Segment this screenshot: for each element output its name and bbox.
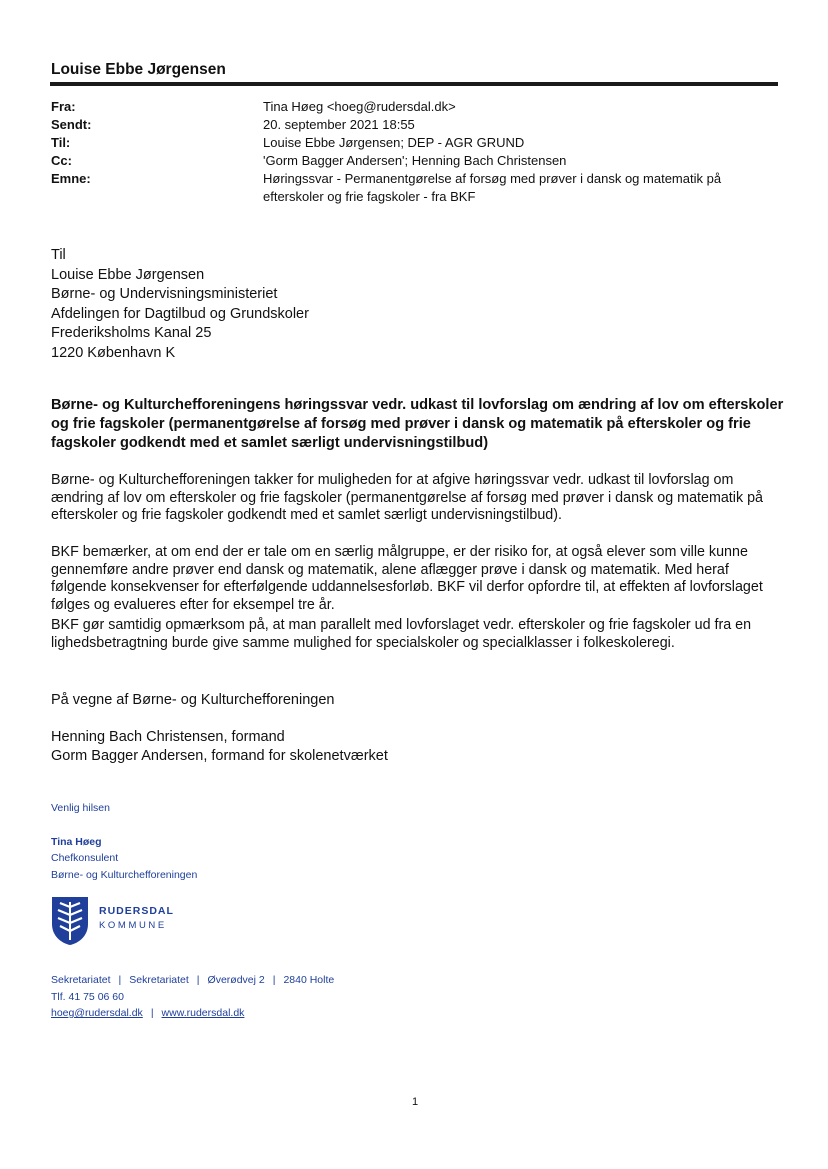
header-key: Fra:	[51, 99, 76, 114]
header-row-cc	[51, 152, 778, 170]
rudersdal-logo	[51, 896, 191, 948]
address-line: Louise Ebbe Jørgensen	[51, 266, 205, 283]
signers	[51, 728, 388, 766]
address-part: Sekretariatet	[129, 974, 189, 986]
header-value: Høringssvar - Permanentgørelse af forsøg med prøver i dansk og matematik på efterskoler og frie fagskoler - fra BKF	[263, 171, 722, 204]
header-row-to	[51, 134, 778, 152]
header-key: Cc:	[51, 153, 72, 168]
separator: |	[196, 974, 200, 986]
header-row-sent	[51, 116, 778, 134]
header-key: Til:	[51, 135, 71, 150]
address-line: Til	[51, 247, 66, 263]
signer-line: Gorm Bagger Andersen, formand for skolenetværket	[51, 748, 388, 764]
shield-icon	[51, 896, 89, 946]
email-header	[51, 98, 778, 206]
header-key: Sendt:	[51, 117, 92, 132]
logo-subtitle: KOMMUNE	[99, 920, 167, 931]
header-row-subject	[51, 170, 778, 206]
separator: |	[150, 1007, 154, 1019]
mailbox-owner-name: Louise Ebbe Jørgensen	[51, 61, 226, 78]
header-row-from	[51, 98, 778, 116]
header-value: 'Gorm Bagger Andersen'; Henning Bach Christensen	[263, 153, 567, 168]
header-value: Louise Ebbe Jørgensen; DEP - AGR GRUND	[263, 135, 525, 150]
body-paragraph: BKF bemærker, at om end der er tale om en særlig målgruppe, er der risiko for, at også elever som ville kunne gennemføre andre prøver end dansk og matematik, alene aflægger prøve i dansk og matematik. Med heraf følgende konsekvenser for efterfølgende uddannelsesforløb. BKF vil derfor opfordre til, at effekten af lovforslaget følges og evalueres efter for eksempel tre år.	[51, 544, 763, 613]
address-part: 2840 Holte	[283, 974, 335, 986]
contact-links	[51, 1005, 244, 1021]
address-part: Sekretariatet	[51, 974, 111, 986]
address-line: 1220 København K	[51, 344, 176, 361]
header-value: 20. september 2021 18:55	[263, 117, 415, 132]
header-value: Tina Høeg <hoeg@rudersdal.dk>	[263, 99, 456, 114]
body-paragraph: Børne- og Kulturchefforeningen takker for muligheden for at afgive høringssvar vedr. udkast til lovforslag om ændring af lov om efterskoler og frie fagskoler (permanentgørelse af forsøg med prøver i dansk og matematik på efterskoler og frie fagskoler godkendt med et samlet særligt undervisningstilbud).	[51, 472, 763, 523]
on-behalf-line: På vegne af Børne- og Kulturchefforeningen	[51, 692, 335, 708]
contact-address	[51, 972, 334, 988]
page-number: 1	[411, 1096, 419, 1108]
signer-line: Henning Bach Christensen, formand	[51, 729, 285, 745]
address-line: Børne- og Undervisningsministeriet	[51, 286, 278, 302]
email-link[interactable]: hoeg@rudersdal.dk	[51, 1007, 143, 1019]
address-line: Afdelingen for Dagtilbud og Grundskoler	[51, 305, 309, 322]
signature-name: Tina Høeg	[51, 836, 102, 848]
document-title: Børne- og Kulturchefforeningens høringssvar vedr. udkast til lovforslag om ændring af lov om efterskoler og frie fagskoler (permanentgørelse af forsøg med prøver i dansk og matematik på efterskoler og frie fagskoler godkendt med et samlet særligt undervisningstilbud)	[51, 397, 784, 451]
address-line: Frederiksholms Kanal 25	[51, 325, 212, 341]
logo-name: RUDERSDAL	[99, 905, 174, 917]
recipient-address	[51, 246, 309, 363]
signature-organization: Børne- og Kulturchefforeningen	[51, 869, 198, 881]
header-divider	[50, 82, 778, 86]
signature-greeting: Venlig hilsen	[51, 802, 110, 814]
signature-role: Chefkonsulent	[51, 852, 119, 864]
contact-phone: Tlf. 41 75 06 60	[51, 991, 124, 1003]
body-paragraph: BKF gør samtidig opmærksom på, at man parallelt med lovforslaget vedr. efterskoler og frie fagskoler ud fra en lighedsbetragtning burde give samme mulighed for specialskoler og specialklasser i folkeskoleregi.	[51, 617, 752, 651]
separator: |	[118, 974, 122, 986]
header-key: Emne:	[51, 171, 91, 186]
address-part: Øverødvej 2	[207, 974, 265, 986]
separator: |	[272, 974, 276, 986]
website-link[interactable]: www.rudersdal.dk	[161, 1007, 245, 1019]
